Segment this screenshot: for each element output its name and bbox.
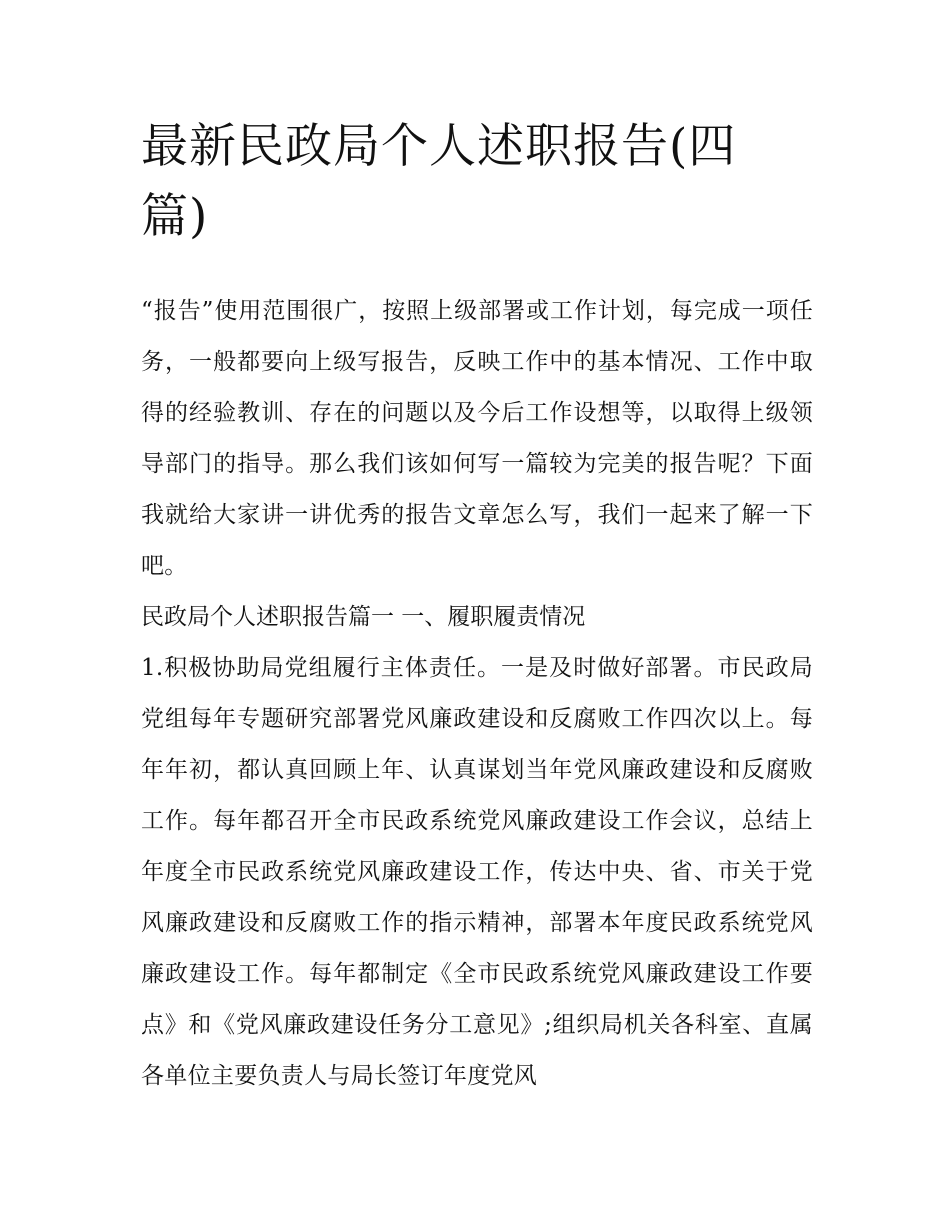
section-heading: 民政局个人述职报告篇一 一、履职履责情况 — [141, 604, 586, 630]
body-paragraph: 1.积极协助局党组履行主体责任。一是及时做好部署。市民政局党组每年专题研究部署党风廉政建设和反腐败工作四次以上。每年年初，都认真回顾上年、认真谋划当年党风廉政建设和反腐败工作。每年都召开全市民政系统党风廉政建设工作会议，总结上年度全市民政系统党风廉政建设工作，传达中央、省、市关于党风廉政建设和反腐败工作的指示精神，部署本年度民政系统党风廉政建设工作。每年都制定《全市民政系统党风廉政建设工作要点》和《党风廉政建设任务分工意见》;组织局机关各科室、直属各单位主要负责人与局长签订年度党风 — [141, 655, 813, 1089]
document-title: 最新民政局个人述职报告(四篇) — [141, 119, 737, 244]
document-content — [141, 112, 813, 1102]
intro-paragraph: “报告”使用范围很广，按照上级部署或工作计划，每完成一项任务，一般都要向上级写报告，反映工作中的基本情况、工作中取得的经验教训、存在的问题以及今后工作设想等，以取得上级领导部门的指导。那么我们该如何写一篇较为完美的报告呢？下面我就给大家讲一讲优秀的报告文章怎么写，我们一起来了解一下吧。 — [141, 298, 813, 579]
